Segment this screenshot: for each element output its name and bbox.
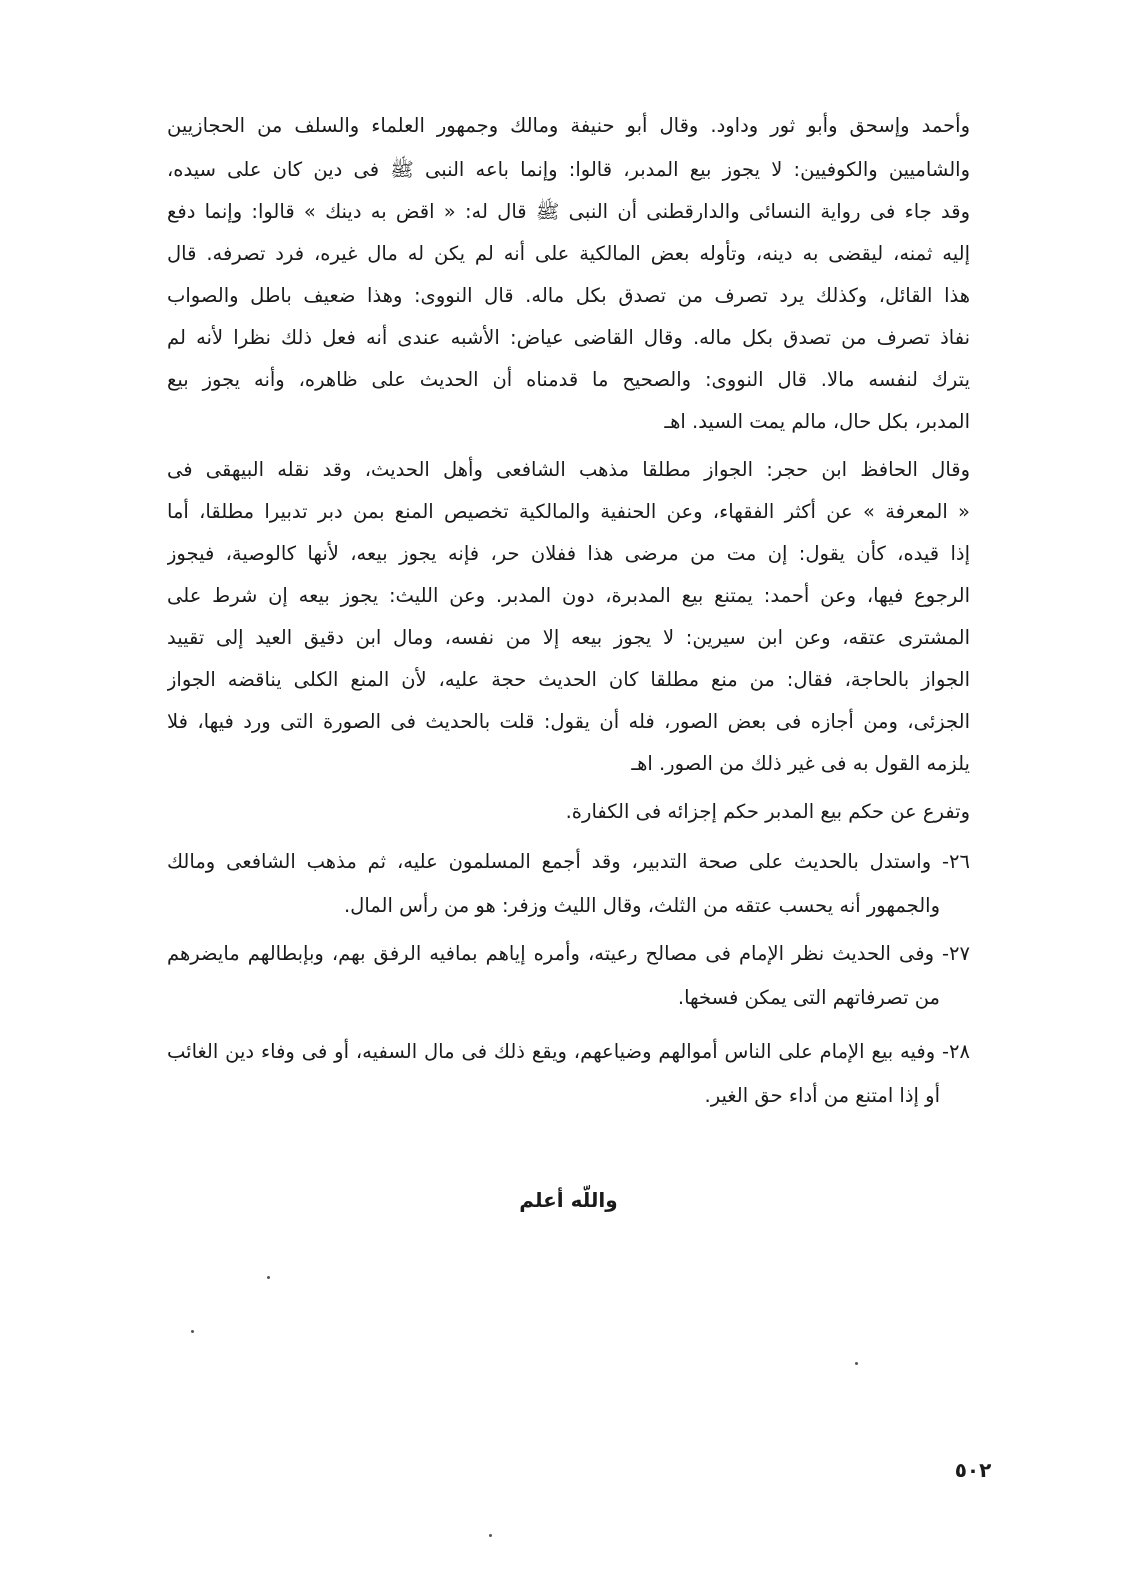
closing-phrase: واللّه أعلم (519, 1188, 618, 1212)
text-line: هذا القائل، وكذلك يرد تصرف من تصدق بكل ماله. قال النووى: وهذا ضعيف باطل والصواب (167, 284, 970, 307)
numbered-item-line: أو إذا امتنع من أداء حق الغير. (704, 1084, 940, 1107)
text-line: المدبر، بكل حال، مالم يمت السيد. اهـ (664, 410, 970, 433)
text-line: يلزمه القول به فى غير ذلك من الصور. اهـ (631, 752, 970, 775)
scan-speck (191, 1330, 194, 1333)
page-number: ٥٠٢ (954, 1458, 992, 1482)
text-line: « المعرفة » عن أكثر الفقهاء، وعن الحنفية والمالكية تخصيص المنع بمن دبر تدبيرا مطلقا، أما (167, 500, 970, 523)
text-line: المشترى عتقه، وعن ابن سيرين: لا يجوز بيعه إلا من نفسه، ومال ابن دقيق العيد إلى تقييد (167, 626, 970, 649)
text-line: نفاذ تصرف من تصدق بكل ماله. وقال القاضى عياض: الأشبه عندى أنه فعل ذلك نظرا لأنه لم (167, 326, 970, 349)
numbered-item-line: ٢٦- واستدل بالحديث على صحة التدبير، وقد أجمع المسلمون عليه، ثم مذهب الشافعى ومالك (167, 850, 970, 873)
numbered-item-line: من تصرفاتهم التى يمكن فسخها. (677, 986, 940, 1009)
text-line: إليه ثمنه، ليقضى به دينه، وتأوله بعض المالكية على أنه لم يكن له مال غيره، فرد تصرفه. قال (167, 242, 970, 265)
text-line: يترك لنفسه مالا. قال النووى: والصحيح ما قدمناه أن الحديث على ظاهره، وأنه يجوز بيع (167, 368, 970, 391)
text-line: الرجوع فيها، وعن أحمد: يمتنع بيع المدبرة، دون المدبر. وعن الليث: يجوز بيعه إن شرط على (167, 584, 970, 607)
text-line: الجواز بالحاجة، فقال: من منع مطلقا كان الحديث حجة عليه، لأن المنع الكلى يناقضه الجواز (167, 668, 970, 691)
scan-speck (489, 1534, 492, 1537)
scan-speck (855, 1362, 858, 1365)
text-line: الجزئى، ومن أجازه فى بعض الصور، فله أن يقول: قلت بالحديث فى الصورة التى ورد فيها، فلا (167, 710, 970, 733)
scan-speck (267, 1276, 270, 1279)
numbered-item-line: والجمهور أنه يحسب عتقه من الثلث، وقال الليث وزفر: هو من رأس المال. (343, 894, 940, 917)
numbered-item-line: ٢٨- وفيه بيع الإمام على الناس أموالهم وضياعهم، ويقع ذلك فى مال السفيه، أو فى وفاء دين الغائب (167, 1040, 970, 1063)
numbered-item-line: ٢٧- وفى الحديث نظر الإمام فى مصالح رعيته، وأمره إياهم بمافيه الرفق بهم، وبإبطالهم مايضرهم (167, 942, 970, 965)
text-line: والشاميين والكوفيين: لا يجوز بيع المدبر، قالوا: وإنما باعه النبى ﷺ فى دين كان على سيده، (167, 158, 970, 181)
text-line: وقال الحافظ ابن حجر: الجواز مطلقا مذهب الشافعى وأهل الحديث، وقد نقله البيهقى فى (167, 458, 970, 481)
text-line: وقد جاء فى رواية النسائى والدارقطنى أن النبى ﷺ قال له: « اقض به دينك » قالوا: وإنما دفع (167, 200, 970, 223)
text-line: وتفرع عن حكم بيع المدبر حكم إجزائه فى الكفارة. (565, 800, 970, 823)
text-line: إذا قيده، كأن يقول: إن مت من مرضى هذا ففلان حر، فإنه يجوز بيعه، لأنها كالوصية، فيجوز (167, 542, 970, 565)
text-line: وأحمد وإسحق وأبو ثور وداود. وقال أبو حنيفة ومالك وجمهور العلماء والسلف من الحجازيين (167, 114, 970, 137)
